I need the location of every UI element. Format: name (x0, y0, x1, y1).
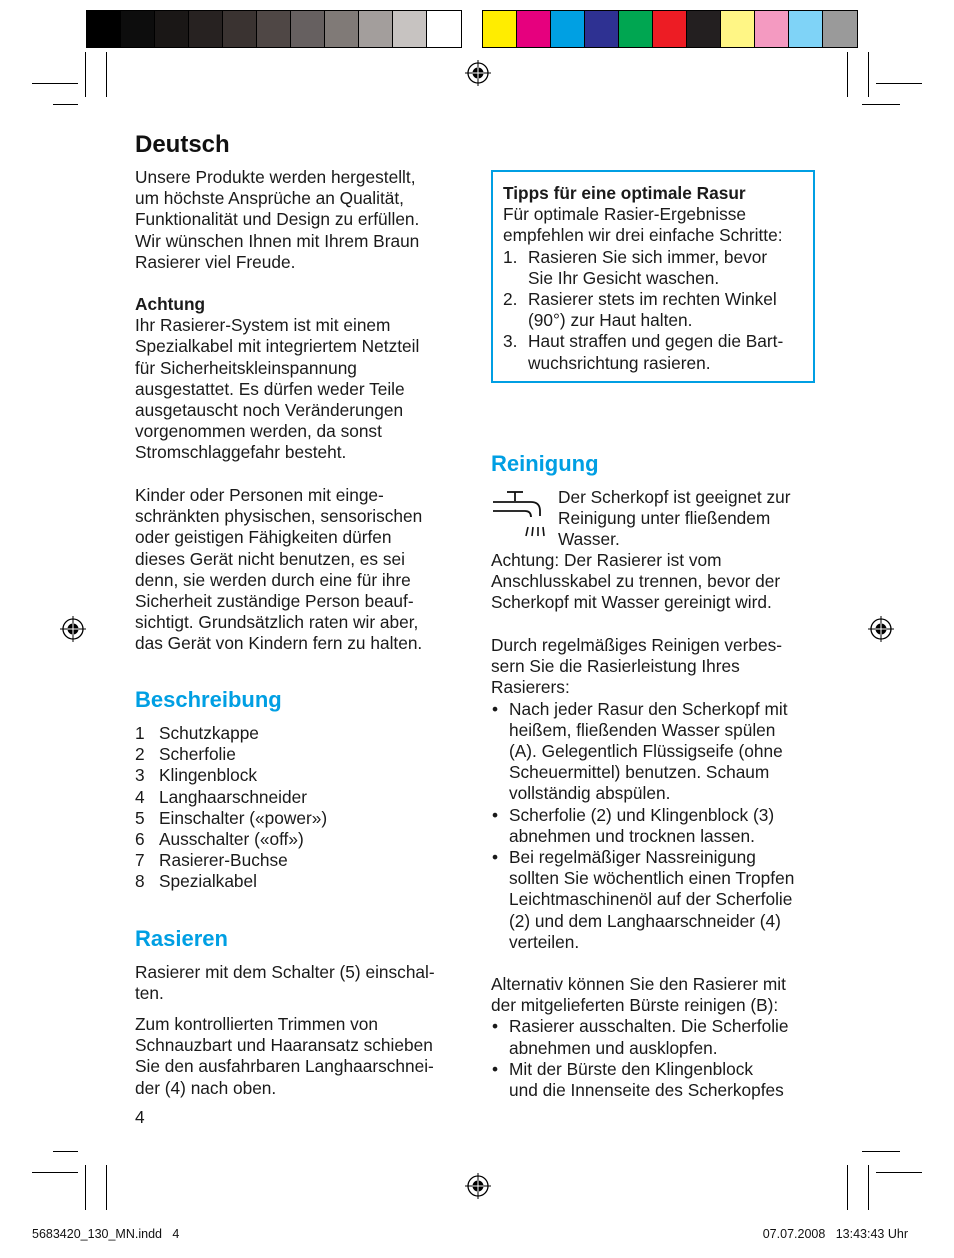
parts-list (135, 723, 327, 893)
list-item: 1 Schutzkappe (135, 723, 259, 743)
color-swatch (721, 11, 755, 47)
color-swatch (585, 11, 619, 47)
color-swatch (189, 11, 223, 47)
color-swatch (687, 11, 721, 47)
file-slug: 5683420_130_MN.indd 4 (32, 1227, 180, 1241)
shaving-heading: Rasieren (135, 926, 228, 951)
color-swatch (789, 11, 823, 47)
crop-mark (847, 1165, 848, 1210)
tips-content: Tipps für eine optimale Rasur Für optimale Rasier-Ergebnisse empfehlen wir drei einfache Schritte: 1. Rasieren Sie sich immer, bevor Sie Ihr Gesicht waschen. 2. Rasierer stets im rechten Winkel (90°) zur Haut halten. 3. Haut straffen und gegen die Bart- wuchsrichtung rasieren. (503, 183, 813, 374)
list-item: • Nach jeder Rasur den Scherkopf mit heißem, fließenden Wasser spülen (A). Gelegentlich Flüssigseife (ohne Scheuermittel) benutzen. Schaum vollständig abspülen. (492, 698, 788, 804)
color-swatch (223, 11, 257, 47)
list-item: 3 Klingenblock (135, 765, 257, 786)
color-swatch (517, 11, 551, 47)
crop-mark (106, 52, 107, 97)
list-item: 4 Langhaarschneider (135, 786, 307, 807)
registration-mark-icon (465, 1173, 491, 1199)
registration-mark-icon (465, 60, 491, 86)
children-warning: Kinder oder Personen mit einge- schränkten physischen, sensorischen oder geistigen Fähigkeiten dürfen dieses Gerät nicht benutzen, es sei denn, sie werden durch eine für ihre Sicherheit zuständige Person beauf- sichtigt. Grundsätzlich raten wir aber, das Gerät von Kindern fern zu halten. (135, 485, 423, 654)
crop-mark (876, 1172, 922, 1173)
caution-section: Achtung Ihr Rasierer-System ist mit einem Spezialkabel mit integriertem Netzteil für Sicherheitskleinspannung ausgestattet. Es dürfen weder Teile ausgetauscht noch Veränderungen vorgenommen werden, da sonst Stromschlaggefahr besteht. (135, 294, 420, 463)
color-swatch (427, 11, 461, 47)
regular-cleaning: Durch regelmäßiges Reinigen verbes- sern Sie die Rasierleistung Ihres Rasierers: • Nach jeder Rasur den Scherkopf mit heißem, fließenden Wasser spülen (A). Gelegentlich Flüssigseife (ohne Scheuermittel) benutzen. Schaum vollständig abspülen. • Scherfolie (2) und Klingenblock (3) abnehmen und trocknen lassen. • Bei regelmäßiger Nassreinigung sollten Sie wöchentlich einen Tropfen Leichtmaschinenöl auf der Scherfolie (2) und dem Langhaarschneider (4) verteilen. (491, 635, 826, 953)
crop-mark (862, 104, 900, 105)
registration-mark-icon (868, 616, 894, 642)
crop-mark (868, 52, 869, 97)
shaving-paragraph-1: Rasierer mit dem Schalter (5) einschal- ten. (135, 962, 435, 1004)
list-item: • Mit der Bürste den Klingenblock und die Innenseite des Scherkopfes (492, 1058, 784, 1101)
color-swatch (393, 11, 427, 47)
water-suitable-text: Der Scherkopf ist geeignet zur Reinigung unter fließendem Wasser. (558, 487, 791, 550)
crop-mark (85, 1165, 86, 1210)
color-swatch (551, 11, 585, 47)
color-swatch (325, 11, 359, 47)
page-title: Deutsch (135, 131, 230, 158)
intro-paragraph: Unsere Produkte werden hergestellt, um höchste Ansprüche an Qualität, Funktionalität und Design zu erfüllen. Wir wünschen Ihnen mit Ihrem Braun Rasierer viel Freude. (135, 167, 420, 272)
list-item: 6 Ausschalter («off») (135, 829, 304, 850)
crop-mark (32, 1172, 78, 1173)
cleaning-heading: Reinigung (491, 451, 599, 476)
color-swatch (823, 11, 857, 47)
list-item: • Scherfolie (2) und Klingenblock (3) abnehmen und trocknen lassen. (492, 804, 775, 846)
crop-mark (847, 52, 848, 97)
timestamp-slug: 07.07.2008 13:43:43 Uhr (762, 1227, 908, 1241)
list-item: • Bei regelmäßiger Nassreinigung sollten Sie wöchentlich einen Tropfen Leichtmaschinenöl auf der Scherfolie (2) und dem Langhaarschneider (4) verteilen. (492, 847, 795, 952)
list-item: 3. Haut straffen und gegen die Bart- wuchsrichtung rasieren. (503, 331, 784, 373)
crop-mark (106, 1165, 107, 1210)
color-swatch (87, 11, 121, 47)
crop-mark (868, 1165, 869, 1210)
crop-mark (876, 83, 922, 84)
caution-heading: Achtung (135, 294, 206, 314)
registration-mark-icon (60, 616, 86, 642)
color-swatch (483, 11, 517, 47)
list-item: 7 Rasierer-Buchse (135, 850, 288, 871)
list-item: 2 Scherfolie (135, 744, 236, 765)
crop-mark (53, 1151, 78, 1152)
list-item: 8 Spezialkabel (135, 871, 257, 892)
color-scale-bar (482, 10, 858, 48)
color-swatch (155, 11, 189, 47)
color-swatch (257, 11, 291, 47)
water-tap-icon (491, 489, 545, 539)
description-heading: Beschreibung (135, 687, 282, 712)
brush-cleaning: Alternativ können Sie den Rasierer mit der mitgelieferten Bürste reinigen (B): • Rasierer ausschalten. Die Scherfolie abnehmen und ausklopfen. • Mit der Bürste den Klingenblock und die Innenseite des Scherkopfes (491, 974, 826, 1101)
color-swatch (291, 11, 325, 47)
gray-scale-bar (86, 10, 462, 48)
cleaning-caution: Achtung: Der Rasierer ist vom Anschlusskabel zu trennen, bevor der Scherkopf mit Wasser gereinigt wird. (491, 550, 781, 613)
color-swatch (121, 11, 155, 47)
crop-mark (85, 52, 86, 97)
list-item: 2. Rasierer stets im rechten Winkel (90°) zur Haut halten. (503, 289, 777, 331)
tips-heading: Tipps für eine optimale Rasur (503, 183, 746, 203)
color-swatch (619, 11, 653, 47)
color-swatch (653, 11, 687, 47)
list-item: 5 Einschalter («power») (135, 807, 328, 828)
list-item: • Rasierer ausschalten. Die Scherfolie abnehmen und ausklopfen. (492, 1016, 789, 1058)
crop-mark (862, 1151, 900, 1152)
color-swatch (755, 11, 789, 47)
shaving-paragraph-2: Zum kontrollierten Trimmen von Schnauzbart und Haaransatz schieben Sie den ausfahrbaren Langhaarschnei- der (4) nach oben. (135, 1014, 434, 1098)
crop-mark (32, 83, 78, 84)
crop-mark (53, 104, 78, 105)
page-number: 4 (135, 1107, 145, 1127)
color-swatch (359, 11, 393, 47)
list-item: 1. Rasieren Sie sich immer, bevor Sie Ihr Gesicht waschen. (503, 246, 768, 288)
